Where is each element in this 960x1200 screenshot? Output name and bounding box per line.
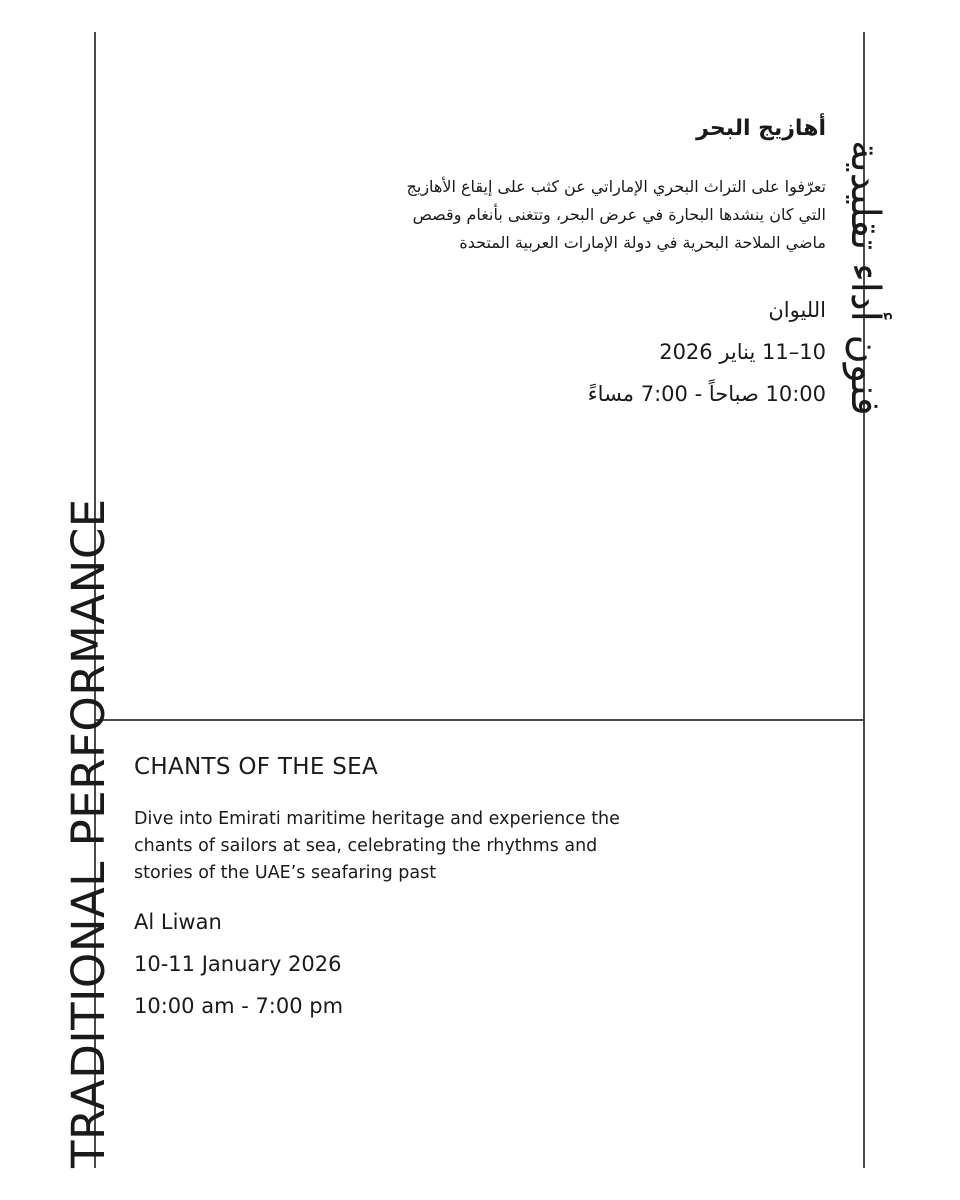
- english-event-date: 10-11 January 2026: [134, 952, 342, 976]
- arabic-event-venue: الليوان: [768, 298, 826, 322]
- arabic-event-title: أهازيج البحر: [696, 116, 826, 141]
- arabic-description-line: التي كان ينشدها البحارة في عرض البحر، وتتغنى بأنغام وقصص: [412, 205, 826, 224]
- arabic-event-date: 10–11 يناير 2026: [659, 340, 826, 364]
- arabic-event-section: [306, 116, 826, 415]
- english-description-line: Dive into Emirati maritime heritage and experience the: [134, 809, 620, 829]
- arabic-event-description: [306, 173, 826, 257]
- category-label-english: TRADITIONAL PERFORMANCE: [62, 498, 115, 1168]
- english-description-line: chants of sailors at sea, celebrating the rhythms and: [134, 836, 598, 856]
- category-label-arabic: فنون أداء تقليدية: [842, 140, 888, 416]
- horizontal-divider: [95, 719, 864, 721]
- english-event-venue: Al Liwan: [134, 910, 222, 934]
- english-event-section: [134, 754, 694, 1027]
- arabic-description-line: تعرّفوا على التراث البحري الإماراتي عن كثب على إيقاع الأهازيج: [406, 177, 826, 196]
- arabic-description-line: ماضي الملاحة البحرية في دولة الإمارات العربية المتحدة: [459, 233, 826, 252]
- english-description-line: stories of the UAE’s seafaring past: [134, 863, 437, 883]
- english-event-title: CHANTS OF THE SEA: [134, 754, 379, 780]
- english-event-description: [134, 806, 674, 887]
- english-event-time: 10:00 am - 7:00 pm: [134, 994, 344, 1018]
- arabic-event-time: 10:00 صباحاً - 7:00 مساءً: [587, 382, 826, 406]
